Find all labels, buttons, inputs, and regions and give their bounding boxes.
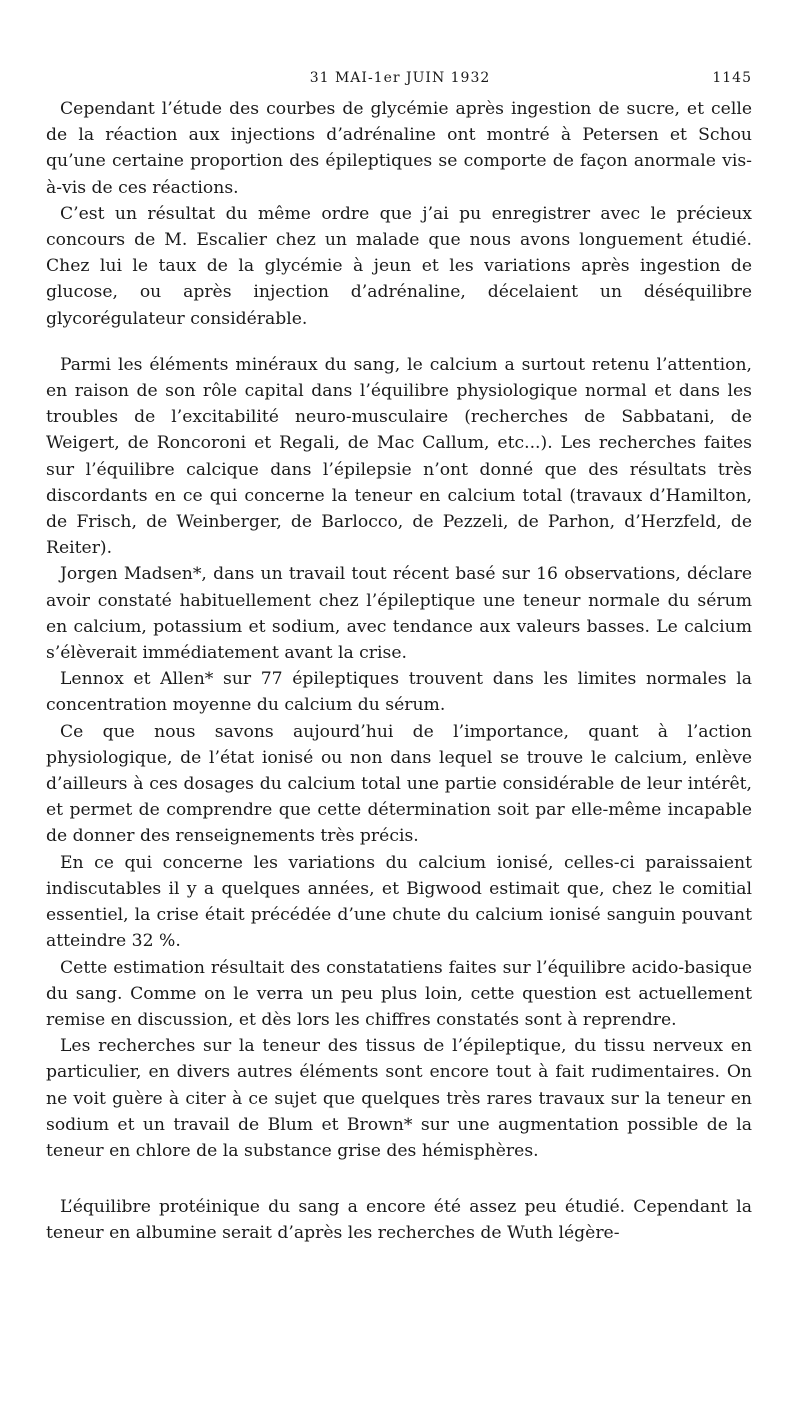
paragraph-tissus: Les recherches sur la teneur des tissus de l’épileptique, du tissu nerveux en particulier, en divers autres éléments sont encore tout à fait rudimentaires. On ne voit guère à citer à ce sujet que quelques très rares travaux sur la teneur en sodium et un travail de Blum et Brown* sur une augmentation possible de la teneur en chlore de la substance grise des hémisphères.	[46, 1036, 752, 1161]
paragraph-madsen: Jorgen Madsen*, dans un travail tout récent basé sur 16 observations, déclare avoir constaté habituellement chez l’épileptique une teneur normale du sérum en calcium, potassium et sodium, avec tendance aux valeurs basses. Le calcium s’élèverait immédiatement avant la crise.	[46, 564, 752, 664]
paragraph-calcium: Parmi les éléments minéraux du sang, le calcium a surtout retenu l’attention, en raison de son rôle capital dans l’équilibre physiologique normal et dans les troubles de l’excitabilité neuro-musculaire (recherches de Sabbatani, de Weigert, de Roncoroni et Regali, de Mac Callum, etc...). Les recherches faites sur l’équilibre calcique dans l’épilepsie n’ont donné que des résultats très discordants en ce qui concerne la teneur en calcium total (travaux d’Hamilton, de Frisch, de Weinberger, de Barlocco, de Pezzeli, de Parhon, d’Herzfeld, de Reiter).	[46, 354, 752, 559]
body-text	[46, 96, 752, 1247]
paragraph-glycemie: Cependant l’étude des courbes de glycémie après ingestion de sucre, et celle de la réaction aux injections d’adrénaline ont montré à Petersen et Schou qu’une certaine proportion des épileptiques se comporte de façon anormale vis-à-vis de ces réactions.	[46, 99, 752, 198]
paragraph-escalier: C’est un résultat du même ordre que j’ai pu enregistrer avec le précieux concours de M. Escalier chez un malade que nous avons longuement étudié. Chez lui le taux de la glycémie à jeun et les variations après ingestion de glucose, ou après injection d’adrénaline, décelaient un déséquilibre glycorégulateur considérable.	[46, 203, 752, 329]
page-number: 1145	[712, 70, 752, 86]
running-head	[0, 70, 800, 92]
paragraph-bigwood: En ce qui concerne les variations du calcium ionisé, celles-ci paraissaient indiscutables il y a quelques années, et Bigwood estimait que, chez le comitial essentiel, la crise était précédée d’une chute du calcium ionisé sanguin pouvant atteindre 32 %.	[46, 852, 752, 952]
paragraph-acido-basique: Cette estimation résultait des constatatiens faites sur l’équilibre acido-basique du sang. Comme on le verra un peu plus loin, cette question est actuellement remise en discussion, et dès lors les chiffres constatés sont à reprendre.	[46, 957, 752, 1030]
paragraph-equilibre-proteinique: L’équilibre protéinique du sang a encore été assez peu étudié. Cependant la teneur en albumine serait d’après les recherches de Wuth légère-	[46, 1197, 752, 1244]
paragraph-lennox-allen: Lennox et Allen* sur 77 épileptiques trouvent dans les limites normales la concentration moyenne du calcium du sérum.	[46, 669, 752, 716]
running-title: 31 MAI-1er JUIN 1932	[309, 70, 491, 86]
paragraph-calcium-ionise: Ce que nous savons aujourd’hui de l’importance, quant à l’action physiologique, de l’état ionisé ou non dans lequel se trouve le calcium, enlève d’ailleurs à ces dosages du calcium total une partie considérable de leur intérêt, et permet de comprendre que cette détermination soit par elle-même incapable de donner des renseignements très précis.	[46, 721, 752, 847]
